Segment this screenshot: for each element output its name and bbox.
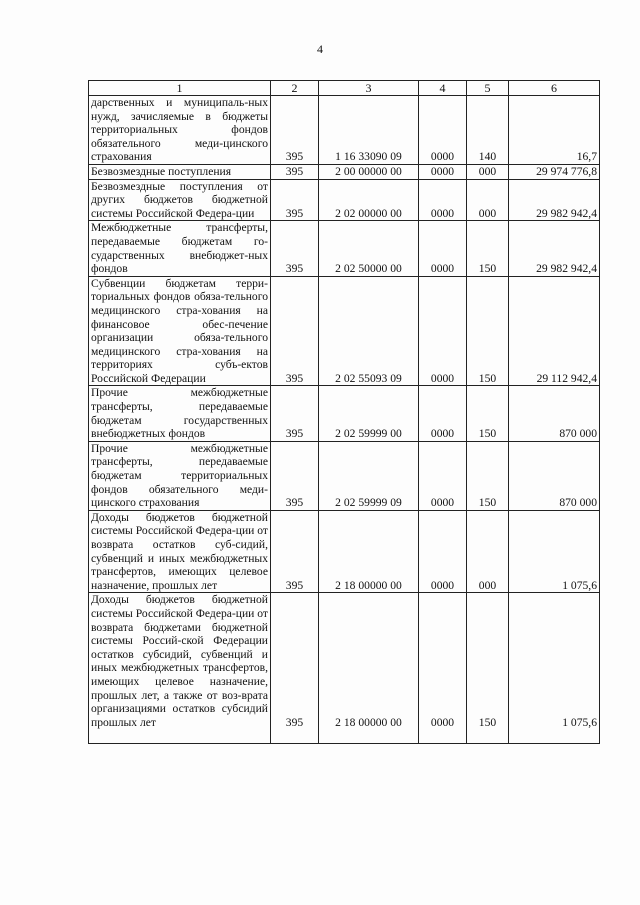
amount: 29 982 942,4 (509, 179, 600, 221)
budget-code: 2 02 00000 00 (319, 179, 419, 221)
amount: 870 000 (509, 441, 600, 510)
program-code: 0000 (419, 510, 467, 593)
economic-code: 150 (467, 386, 509, 441)
revenue-name: Межбюджетные трансферты, передаваемые бюджетам го-сударственных внебюджет-ных фондов (89, 221, 271, 276)
amount: 1 075,6 (509, 593, 600, 744)
revenue-name: Доходы бюджетов бюджетной системы Российской Федера-ции от возврата остатков суб-сидий, субвенций и иных межбюджетных трансфертов, имеющих целевое назначение, прошлых лет (89, 510, 271, 593)
admin-code: 395 (271, 96, 319, 165)
economic-code: 140 (467, 96, 509, 165)
page-number: 4 (317, 42, 323, 56)
budget-code: 1 16 33090 09 (319, 96, 419, 165)
amount: 870 000 (509, 386, 600, 441)
amount: 29 982 942,4 (509, 221, 600, 276)
admin-code: 395 (271, 276, 319, 386)
amount: 16,7 (509, 96, 600, 165)
column-header: 5 (467, 81, 509, 96)
economic-code: 150 (467, 441, 509, 510)
amount: 29 112 942,4 (509, 276, 600, 386)
budget-code: 2 02 59999 09 (319, 441, 419, 510)
revenue-name: Прочие межбюджетные трансферты, передаваемые бюджетам государственных внебюджетных фондов (89, 386, 271, 441)
economic-code: 150 (467, 221, 509, 276)
economic-code: 150 (467, 593, 509, 744)
admin-code: 395 (271, 441, 319, 510)
program-code: 0000 (419, 386, 467, 441)
table-row (89, 386, 600, 441)
program-code: 0000 (419, 593, 467, 744)
revenue-name: Субвенции бюджетам терри-ториальных фондов обяза-тельного медицинского стра-хования на финансовое обес-печение организации обяза-тельного медицинского стра-хования на территориях субъ-ектов Российской Федерации (89, 276, 271, 386)
budget-revenue-table (88, 80, 600, 744)
economic-code: 000 (467, 510, 509, 593)
admin-code: 395 (271, 164, 319, 179)
revenue-name: Прочие межбюджетные трансферты, передаваемые бюджетам территориальных фондов обязательного меди-цинского страхования (89, 441, 271, 510)
amount: 29 974 776,8 (509, 164, 600, 179)
table-row (89, 164, 600, 179)
header-row (89, 81, 600, 96)
column-header: 4 (419, 81, 467, 96)
program-code: 0000 (419, 164, 467, 179)
column-header: 2 (271, 81, 319, 96)
admin-code: 395 (271, 510, 319, 593)
program-code: 0000 (419, 441, 467, 510)
revenue-name: Безвозмездные поступления (89, 164, 271, 179)
program-code: 0000 (419, 96, 467, 165)
revenue-name: Безвозмездные поступления от других бюджетов бюджетной системы Российской Федера-ции (89, 179, 271, 221)
table-row (89, 510, 600, 593)
column-header: 1 (89, 81, 271, 96)
column-header: 6 (509, 81, 600, 96)
budget-code: 2 18 00000 00 (319, 510, 419, 593)
table-row (89, 276, 600, 386)
program-code: 0000 (419, 221, 467, 276)
budget-code: 2 18 00000 00 (319, 593, 419, 744)
admin-code: 395 (271, 221, 319, 276)
admin-code: 395 (271, 593, 319, 744)
program-code: 0000 (419, 276, 467, 386)
table-row (89, 96, 600, 165)
economic-code: 000 (467, 179, 509, 221)
table-row (89, 441, 600, 510)
table-row (89, 593, 600, 744)
revenue-name: дарственных и муниципаль-ных нужд, зачисляемые в бюджеты территориальных фондов обязательного меди-цинского страхования (89, 96, 271, 165)
budget-code: 2 02 59999 00 (319, 386, 419, 441)
table-row (89, 179, 600, 221)
revenue-name: Доходы бюджетов бюджетной системы Российской Федера-ции от возврата бюджетами бюджетной системы Россий-ской Федерации остатков субсидий, субвенций и иных межбюджетных трансфертов, имеющих целевое назначение, прошлых лет, а также от воз-врата организациями остатков субсидий прошлых лет (89, 593, 271, 744)
economic-code: 150 (467, 276, 509, 386)
program-code: 0000 (419, 179, 467, 221)
table-row (89, 221, 600, 276)
economic-code: 000 (467, 164, 509, 179)
budget-code: 2 02 50000 00 (319, 221, 419, 276)
admin-code: 395 (271, 179, 319, 221)
column-header: 3 (319, 81, 419, 96)
budget-code: 2 02 55093 09 (319, 276, 419, 386)
budget-code: 2 00 00000 00 (319, 164, 419, 179)
amount: 1 075,6 (509, 510, 600, 593)
admin-code: 395 (271, 386, 319, 441)
